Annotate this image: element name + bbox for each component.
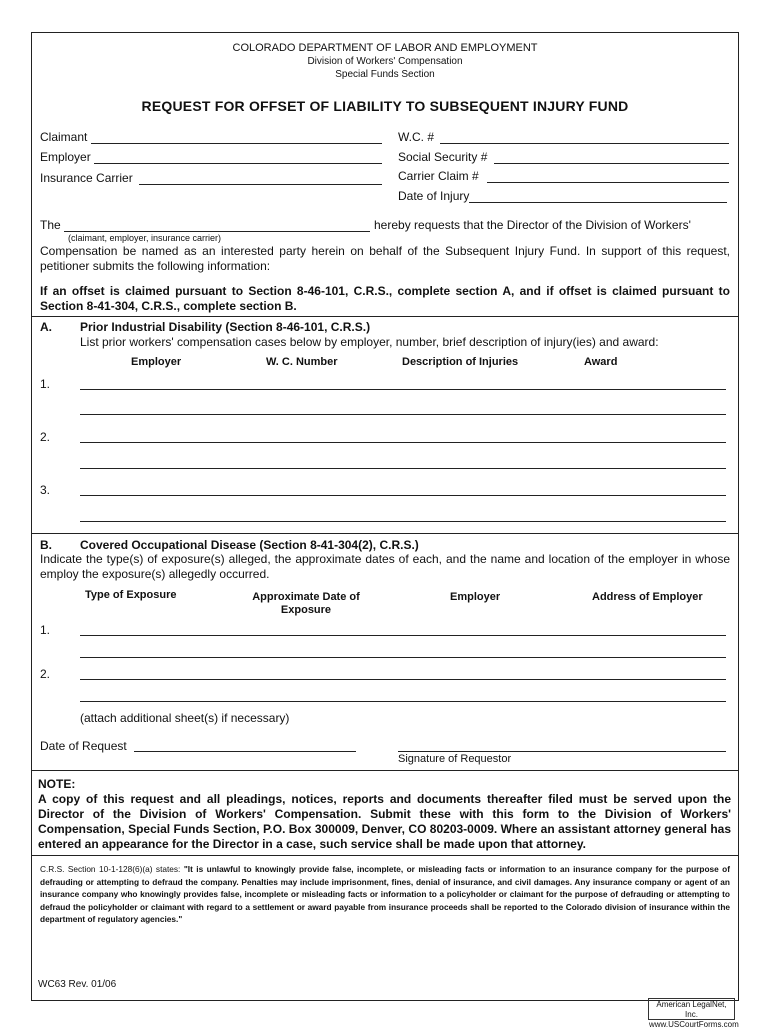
- note-text: A copy of this request and all pleadings, notices, reports and documents thereafter filed must be served upon the Director of the Division of Workers' Compensation. Submit these with this form to the Division of Workers' Compensation, Special Funds Section, P.O. Box 300009, Denver, CO 80203-0009. Where an assistant attorney general has entered an appearance for the Director in a case, such service shall be made upon that attorney.: [38, 792, 731, 851]
- form-number: WC63 Rev. 01/06: [38, 979, 117, 990]
- col-award: Award: [584, 356, 618, 368]
- prior-case-line[interactable]: [80, 389, 726, 390]
- petitioner-caption: (claimant, employer, insurance carrier): [68, 233, 222, 243]
- instruction-text: If an offset is claimed pursuant to Section 8-46-101, C.R.S., complete section A, and if offset is claimed pursuant to Section 8-41-304, C.R.S., complete section B.: [40, 284, 730, 313]
- divider: [31, 316, 739, 317]
- statute-text: [40, 863, 730, 926]
- divider: [31, 855, 739, 856]
- publisher-url[interactable]: www.USCourtForms.com: [649, 1020, 739, 1029]
- col-exposure-date: Approximate Date of: [252, 591, 360, 603]
- signature-field[interactable]: [398, 751, 726, 752]
- claimant-field[interactable]: [91, 143, 382, 144]
- insurance-carrier-label: Insurance Carrier: [40, 171, 133, 185]
- section-a-letter: A.: [40, 320, 52, 334]
- publisher-stamp: [648, 998, 739, 1029]
- division-name: Division of Workers' Compensation: [307, 56, 463, 67]
- agency-name: COLORADO DEPARTMENT OF LABOR AND EMPLOYMENT: [232, 42, 538, 54]
- request-text: hereby requests that the Director of the Division of Workers': [374, 218, 691, 232]
- prior-case-line[interactable]: [80, 468, 726, 469]
- prior-case-line[interactable]: [80, 521, 726, 522]
- wc-number-label: W.C. #: [398, 130, 435, 144]
- exposure-line[interactable]: [80, 635, 726, 636]
- prior-case-line[interactable]: [80, 495, 726, 496]
- statute-prefix: C.R.S. Section 10-1-128(6)(a) states:: [40, 864, 181, 874]
- signature-label: Signature of Requestor: [398, 753, 512, 765]
- section-b-heading: Covered Occupational Disease (Section 8-41-304(2), C.R.S.): [80, 538, 419, 552]
- row-number: 1.: [40, 377, 51, 391]
- col-exposure-date-2: Exposure: [280, 604, 332, 616]
- date-of-injury-label: Date of Injury: [398, 189, 470, 203]
- insurance-carrier-field[interactable]: [139, 184, 382, 185]
- section-name: Special Funds Section: [335, 69, 435, 80]
- intro-body: Compensation be named as an interested party herein on behalf of the Subsequent Injury Fund. In support of this request, petitioner submits the following information:: [40, 244, 730, 273]
- employer-field[interactable]: [94, 163, 382, 164]
- carrier-claim-label: Carrier Claim #: [398, 169, 479, 183]
- section-a-instruction: List prior workers' compensation cases below by employer, number, brief description of injury(ies) and award:: [80, 335, 659, 349]
- claimant-label: Claimant: [40, 130, 88, 144]
- col-description: Description of Injuries: [402, 356, 519, 368]
- exposure-line[interactable]: [80, 657, 726, 658]
- attach-note: (attach additional sheet(s) if necessary): [80, 711, 290, 725]
- divider: [31, 770, 739, 771]
- date-of-request-label: Date of Request: [40, 739, 127, 753]
- exposure-line[interactable]: [80, 679, 726, 680]
- col-exposure-employer: Employer: [450, 591, 501, 603]
- carrier-claim-field[interactable]: [487, 182, 729, 183]
- section-a-heading: Prior Industrial Disability (Section 8-46-101, C.R.S.): [80, 320, 371, 334]
- publisher-name: American LegalNet, Inc.: [656, 1000, 727, 1019]
- col-wc-number: W. C. Number: [266, 356, 338, 368]
- social-security-field[interactable]: [494, 163, 729, 164]
- col-employer-address: Address of Employer: [592, 591, 703, 603]
- prior-case-line[interactable]: [80, 414, 726, 415]
- divider: [31, 533, 739, 534]
- row-number: 2.: [40, 667, 51, 681]
- the-label: The: [40, 218, 61, 232]
- petitioner-field[interactable]: [64, 231, 370, 232]
- prior-case-line[interactable]: [80, 442, 726, 443]
- employer-label: Employer: [40, 150, 91, 164]
- row-number: 1.: [40, 623, 51, 637]
- date-of-injury-field[interactable]: [469, 202, 727, 203]
- section-b-instruction: Indicate the type(s) of exposure(s) alleged, the approximate dates of each, and the name and location of the employer in whose employ the exposure(s) allegedly occurred.: [40, 552, 730, 581]
- exposure-line[interactable]: [80, 701, 726, 702]
- note-label: NOTE:: [38, 777, 76, 791]
- social-security-label: Social Security #: [398, 150, 488, 164]
- row-number: 3.: [40, 483, 51, 497]
- date-of-request-field[interactable]: [134, 751, 356, 752]
- col-exposure-type: Type of Exposure: [85, 589, 177, 601]
- statute-quote: "It is unlawful to knowingly provide false, incomplete, or misleading facts or information to an insurance company for the purpose of defrauding or attempting to defraud the company. Penalties may include imprisonment, fines, denial of insurance, and civil damages. Any insurance company or agent of an insurance company who knowingly provides false, incomplete or misleading facts or information to a policyholder or claimant for the purpose of defrauding or attempting to defraud the policyholder or claimant with regard to a settlement or award payable from insurance proceeds shall be reported to the Colorado division of insurance within the department of regulatory agencies.": [40, 864, 731, 925]
- form-title: REQUEST FOR OFFSET OF LIABILITY TO SUBSEQUENT INJURY FUND: [141, 98, 629, 114]
- row-number: 2.: [40, 430, 51, 444]
- wc-number-field[interactable]: [440, 143, 729, 144]
- section-b-letter: B.: [40, 538, 52, 552]
- col-employer: Employer: [131, 356, 182, 368]
